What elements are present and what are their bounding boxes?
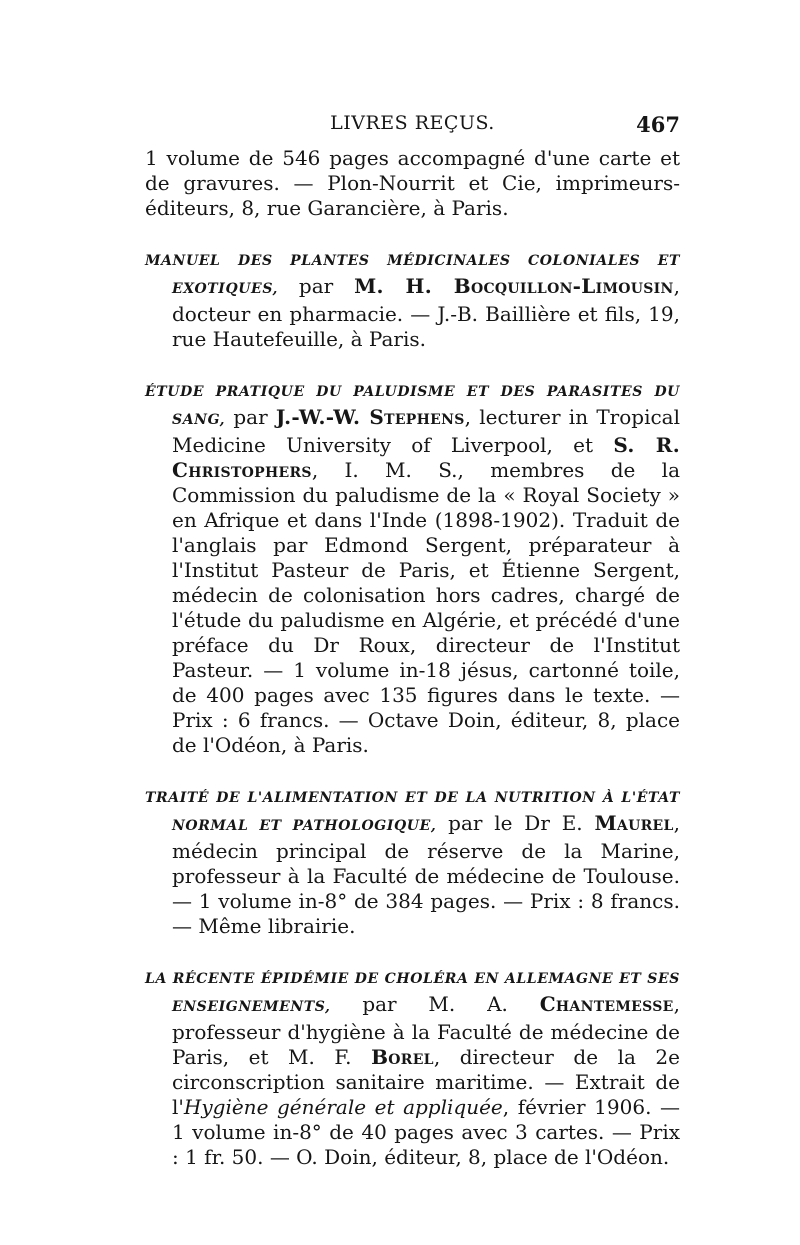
book-list — [145, 146, 680, 1170]
author-name-2: S. R. Christophers — [172, 433, 680, 482]
book-title: TRAITÉ DE L'ALIMENTATION ET DE LA NUTRITION À L'ÉTAT NORMAL ET PATHOLOGIQUE, — [145, 790, 680, 834]
author-name: J.-W.-W. Stephens — [275, 405, 465, 429]
author-name: Chantemesse — [539, 992, 674, 1016]
by-word: par — [278, 274, 355, 298]
book-title: LA RÉCENTE ÉPIDÉMIE DE CHOLÉRA EN ALLEMAGNE ET SES ENSEIGNEMENTS, — [145, 971, 680, 1015]
list-item-epidemie-cholera — [145, 964, 681, 1170]
author-name: M. H. Bocquillon-Limousin — [354, 274, 674, 298]
entry-text-2: , I. M. S., membres de la Commission du paludisme de la « Royal Society » en Afrique et dans l'Inde (1898-1902). Traduit de l'anglais par Edmond Sergent, préparateur à l'Institut Pasteur de Paris, et Étienne Sergent, médecin de colonisation hors cadres, chargé de l'étude du paludisme en Algérie, et précédé d'une préface du Dr Roux, directeur de l'Institut Pasteur. — 1 volume in-18 jésus, cartonné toile, de 400 pages avec 135 figures dans le texte. — Prix : 6 francs. — Octave Doin, éditeur, 8, place de l'Odéon, à Paris. — [172, 458, 680, 757]
book-title: ÉTUDE PRATIQUE DU PALUDISME ET DES PARASITES DU SANG, — [145, 384, 680, 428]
running-header — [145, 112, 680, 142]
entry-text: , lecturer in Tropical Medicine University of Liverpool, et — [172, 405, 680, 457]
book-title: MANUEL DES PLANTES MÉDICINALES COLONIALES ET EXOTIQUES, — [145, 253, 680, 297]
author-name-2: Borel — [371, 1045, 434, 1069]
list-item-traite-alimentation — [145, 783, 681, 939]
by-word: par M. A. — [330, 992, 540, 1016]
author-name: Maurel — [594, 811, 674, 835]
list-item-manuel-plantes — [145, 246, 680, 352]
entry-text: 1 volume de 546 pages accompagné d'une carte et de gravures. — Plon-Nourrit et Cie, imprimeurs-éditeurs, 8, rue Garancière, à Paris. — [145, 146, 680, 220]
entry-text: , médecin principal de réserve de la Marine, professeur à la Faculté de médecine de Toulouse. — 1 volume in-8° de 384 pages. — Prix : 8 francs. — Même librairie. — [172, 811, 681, 938]
running-title: LIVRES REÇUS. — [330, 112, 495, 134]
page-number: 467 — [636, 112, 680, 137]
entry-text: , docteur en pharmacie. — J.-B. Baillière et fils, 19, rue Hautefeuille, à Paris. — [172, 274, 680, 351]
list-item-etude-paludisme — [145, 377, 680, 758]
by-word: par le Dr E. — [436, 811, 595, 835]
entry-text-3: , février 1906. — 1 volume in-8° de 40 pages avec 3 cartes. — Prix : 1 fr. 50. — O. Doin, éditeur, 8, place de l'Odéon. — [172, 1095, 681, 1169]
journal-title: Hygiène générale et appliquée — [183, 1095, 503, 1119]
entry-text-2: , directeur de la 2e circonscription sanitaire maritime. — Extrait de l' — [172, 1045, 680, 1119]
by-word: par — [225, 405, 276, 429]
list-item-continuation — [145, 146, 680, 221]
entry-text: , professeur d'hygiène à la Faculté de médecine de Paris, et M. F. — [172, 992, 680, 1069]
